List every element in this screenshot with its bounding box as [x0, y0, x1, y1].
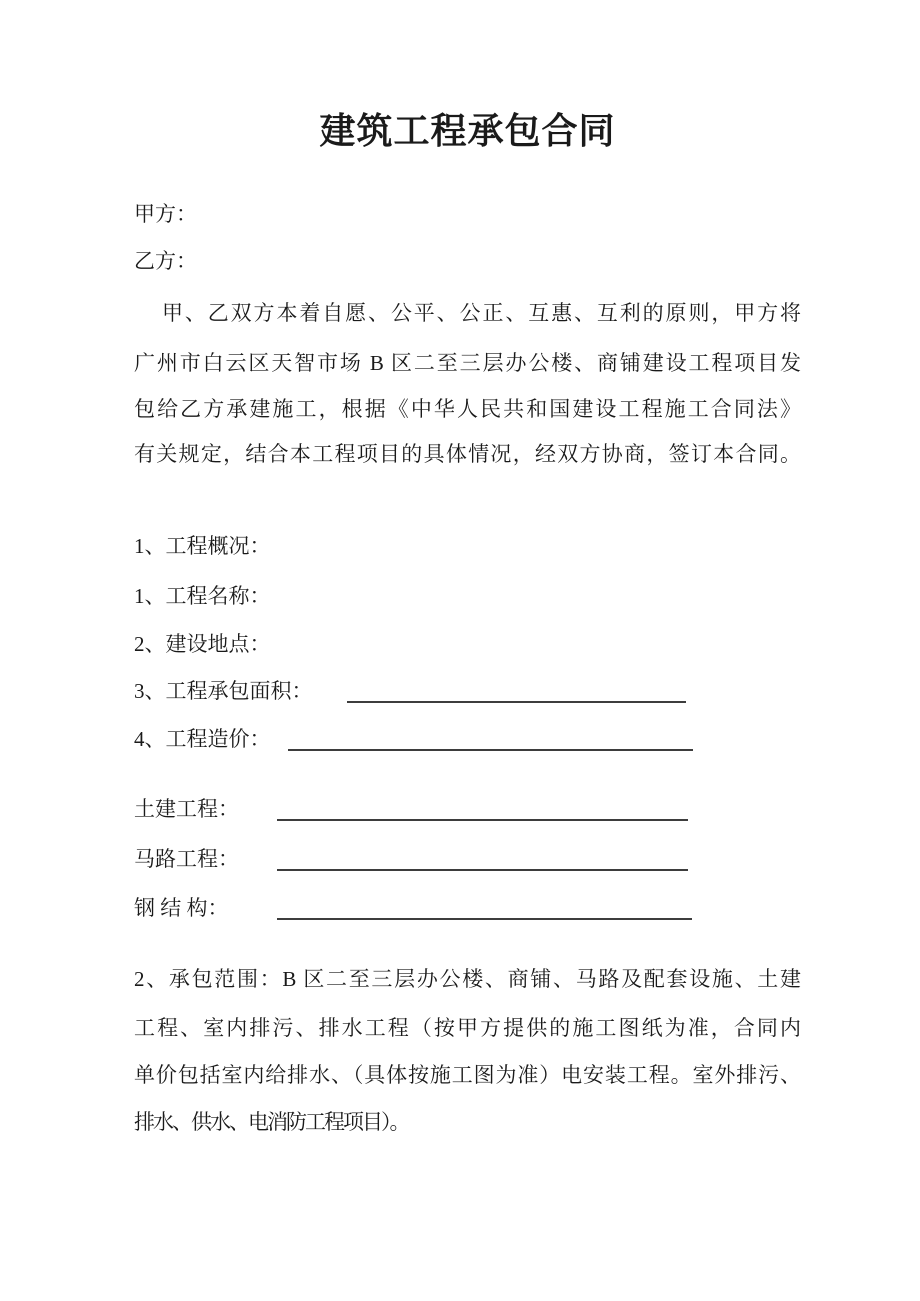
cost-row-road-works	[134, 835, 801, 883]
preamble-line-3: 包给乙方承建施工，根据《中华人民共和国建设工程施工合同法》	[134, 397, 801, 421]
overview-item-price	[134, 715, 801, 763]
overview-item-price-label: 4、工程造价：	[134, 727, 271, 751]
overview-item-area-label: 3、工程承包面积：	[134, 679, 313, 703]
overview-item-location: 2、建设地点：	[134, 632, 271, 656]
scope-line-3: 单价包括室内给排水、（具体按施工图为准）电安装工程。室外排污、	[134, 1063, 801, 1087]
steel-structure-label: 钢 结 构：	[134, 896, 229, 920]
cost-row-steel-structure	[134, 884, 801, 932]
scope-line-4: 排水、供水、电消防工程项目）。	[134, 1110, 409, 1134]
scope-line-2: 工程、室内排污、排水工程（按甲方提供的施工图纸为准，合同内	[134, 1016, 801, 1040]
road-works-blank-line[interactable]	[277, 843, 688, 871]
road-works-label: 马路工程：	[134, 847, 239, 871]
cost-row-civil-works	[134, 785, 801, 833]
preamble-line-2: 广州市白云区天智市场 B 区二至三层办公楼、商铺建设工程项目发	[134, 351, 801, 375]
overview-item-name: 1、工程名称：	[134, 584, 271, 608]
civil-works-label: 土建工程：	[134, 797, 239, 821]
section1-heading: 1、工程概况：	[134, 534, 271, 558]
party-b-line: 乙方：	[134, 249, 197, 273]
area-blank-line[interactable]	[347, 675, 686, 703]
steel-structure-blank-line[interactable]	[277, 892, 692, 920]
scope-line-1: 2、承包范围：B 区二至三层办公楼、商铺、马路及配套设施、土建	[134, 967, 801, 991]
overview-item-area	[134, 667, 801, 715]
preamble-line-4: 有关规定，结合本工程项目的具体情况，经双方协商，签订本合同。	[134, 442, 801, 466]
civil-works-blank-line[interactable]	[277, 793, 688, 821]
price-blank-line[interactable]	[288, 723, 693, 751]
document-title: 建筑工程承包合同	[319, 111, 616, 151]
preamble-line-1: 甲、乙双方本着自愿、公平、公正、互惠、互利的原则，甲方将	[162, 301, 801, 325]
party-a-line: 甲方：	[134, 202, 197, 226]
